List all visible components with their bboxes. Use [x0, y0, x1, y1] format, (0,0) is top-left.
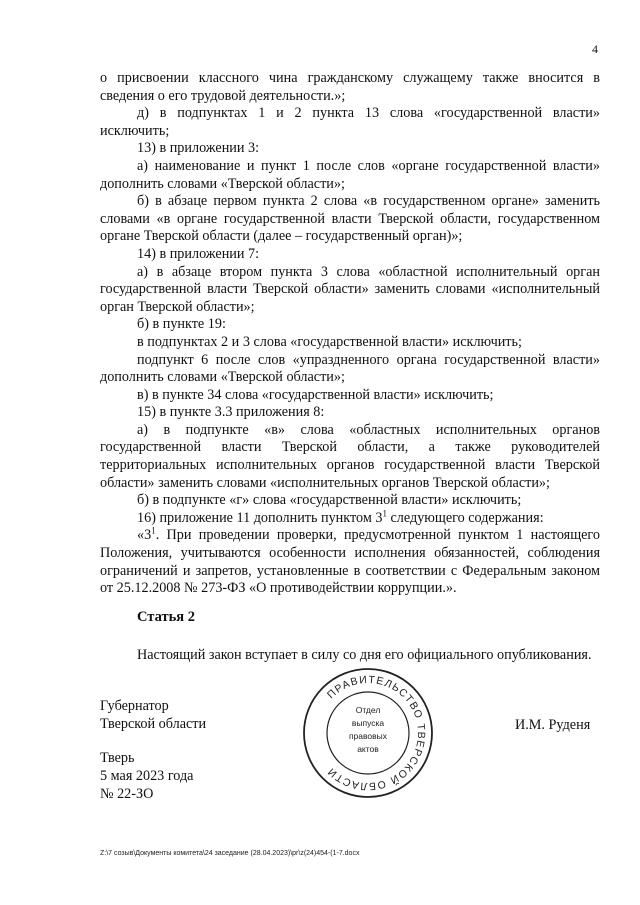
- stamp-center-text: [349, 705, 388, 754]
- amendment-paragraph: д) в подпунктах 1 и 2 пункта 13 слова «государственной власти» исключить;: [100, 105, 600, 139]
- amendment-paragraph: 14) в приложении 7:: [137, 245, 260, 262]
- amendment-paragraph: а) в подпункте «в» слова «областных исполнительных органов государственной власти Тверской области, а также руководителей территориальных исполнительных органов государственной власти Тверской области» заменить словами «исполнительных органов Тверской области»;: [100, 421, 600, 491]
- signing-details: [100, 749, 193, 803]
- amendment-paragraph: в) в пункте 34 слова «государственной власти» исключить;: [137, 386, 494, 403]
- law-number: № 22-ЗО: [100, 786, 154, 802]
- amendment-list: [100, 70, 600, 510]
- signing-city: Тверь: [100, 750, 135, 766]
- amendment-paragraph: 15) в пункте 3.3 приложения 8:: [137, 404, 325, 421]
- file-path-footer: Z:\7 созыв\Документы комитета\24 заседание (28.04.2023)\pr\z(24)454-(1-7.docx: [100, 850, 360, 857]
- signatory-name: И.М. Руденя: [515, 717, 591, 733]
- stamp-line-1: Отдел: [355, 705, 381, 715]
- stamp-line-2: выпуска: [351, 718, 385, 728]
- amendment-paragraph: подпункт 6 после слов «упраздненного органа государственной власти» дополнить словами «Тверской области»;: [100, 351, 600, 386]
- amendment-paragraph: б) в пункте 19:: [137, 316, 226, 333]
- stamp-line-4: актов: [357, 744, 379, 754]
- article-title: Статья 2: [137, 609, 195, 625]
- amendment-paragraph: а) в абзаце втором пункта 3 слова «областной исполнительный орган государственной власти Тверской области» заменить словами «исполнительный орган Тверской области»;: [100, 263, 600, 315]
- item-16-sup: 1: [382, 508, 387, 519]
- item-3-1-after: . При проведении проверки, предусмотренной пунктом 1 настоящего Положения, учитываются особенности исполнения обязанностей, соблюдения ограничений и запретов, установленные в соответствии с Федеральным законом от 25.12.2008 № 273-ФЗ «О противодействии коррупции.».: [100, 527, 600, 597]
- page-number: 4: [592, 42, 598, 56]
- official-stamp: [300, 665, 436, 801]
- item-3-1-paragraph: [100, 527, 600, 597]
- amendment-paragraph: о присвоении классного чина гражданскому служащему также вносится в сведения о его трудовой деятельности.»;: [100, 70, 600, 104]
- final-provision: Настоящий закон вступает в силу со дня его официального опубликования.: [137, 647, 592, 663]
- item-3-1-sup: 1: [151, 525, 156, 536]
- signatory-position: [100, 697, 206, 733]
- stamp-ring-text: ПРАВИТЕЛЬСТВО ТВЕРСКОЙ ОБЛАСТИ: [325, 673, 428, 793]
- amendment-paragraph: 13) в приложении 3:: [137, 140, 260, 157]
- item-16-after: следующего содержания:: [386, 509, 544, 526]
- item-16-before: 16) приложение 11 дополнить пунктом 3: [137, 509, 383, 526]
- amendment-paragraph: б) в подпункте «г» слова «государственной власти» исключить;: [137, 492, 522, 509]
- position-line-2: Тверской области: [100, 716, 207, 732]
- position-line-1: Губернатор: [100, 698, 169, 714]
- signing-date: 5 мая 2023 года: [100, 768, 194, 784]
- amendment-paragraph: б) в абзаце первом пункта 2 слова «в государственном органе» заменить словами «в органе государственной власти Тверской области, государственном органе Тверской области (далее – государственный орган)»;: [100, 193, 600, 245]
- stamp-line-3: правовых: [348, 731, 388, 741]
- document-body: [100, 70, 600, 598]
- amendment-paragraph: а) наименование и пункт 1 после слов «органе государственной власти» дополнить словами «Тверской области»;: [100, 157, 600, 192]
- item-16: [100, 510, 600, 528]
- item-3-1-before: «3: [137, 527, 152, 544]
- amendment-paragraph: в подпунктах 2 и 3 слова «государственной власти» исключить;: [137, 333, 522, 350]
